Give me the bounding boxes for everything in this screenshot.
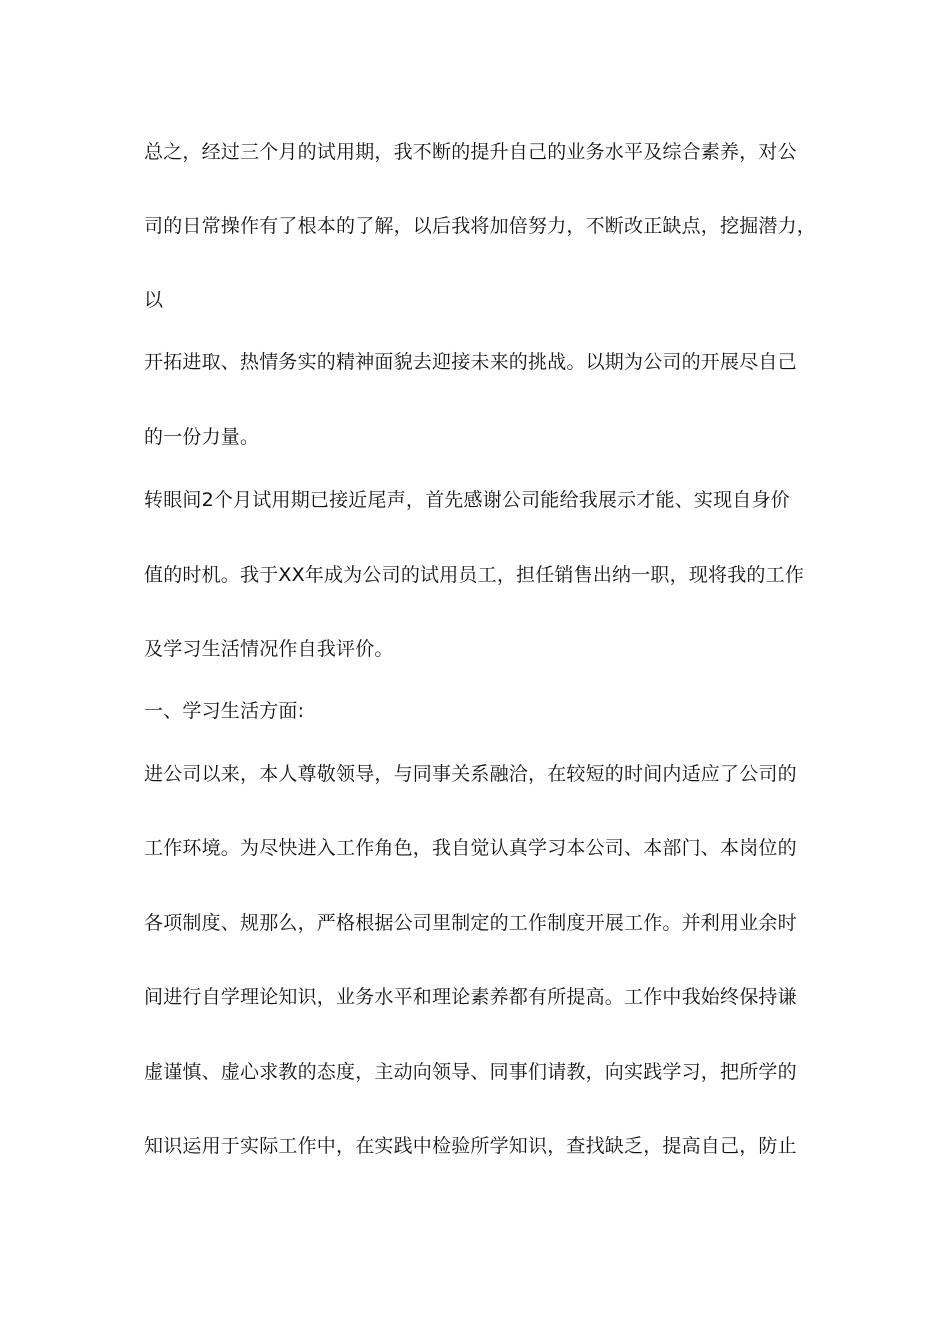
paragraph-line: 进公司以来，本人尊敬领导，与同事关系融洽，在较短的时间内适应了公司的 — [144, 763, 797, 785]
section-heading: 一、学习生活方面: — [144, 700, 305, 722]
paragraph-line: 虚谨慎、虚心求教的态度，主动向领导、同事们请教，向实践学习，把所学的 — [144, 1061, 797, 1083]
paragraph-line: 知识运用于实际工作中，在实践中检验所学知识，查找缺乏，提高自己，防止 — [144, 1135, 797, 1157]
paragraph-line: 司的日常操作有了根本的了解，以后我将加倍努力，不断改正缺点，挖掘潜力， — [144, 215, 817, 237]
paragraph-line: 开拓进取、热情务实的精神面貌去迎接未来的挑战。以期为公司的开展尽自己 — [144, 351, 797, 373]
paragraph-line: 各项制度、规那么，严格根据公司里制定的工作制度开展工作。并利用业余时 — [144, 912, 797, 934]
paragraph-line: 转眼间2个月试用期已接近尾声，首先感谢公司能给我展示才能、实现自身价 — [144, 489, 790, 511]
paragraph-line: 的一份力量。 — [144, 426, 260, 448]
paragraph-line: 以 — [144, 289, 164, 311]
paragraph-line: 工作环境。为尽快进入工作角色，我自觉认真学习本公司、本部门、本岗位的 — [144, 837, 797, 859]
paragraph-line: 值的时机。我于XX年成为公司的试用员工，担任销售出纳一职，现将我的工作 — [144, 564, 805, 586]
paragraph-line: 总之，经过三个月的试用期，我不断的提升自己的业务水平及综合素养，对公 — [144, 141, 797, 163]
paragraph-line: 及学习生活情况作自我评价。 — [144, 638, 394, 660]
paragraph-line: 间进行自学理论知识，业务水平和理论素养都有所提高。工作中我始终保持谦 — [144, 986, 797, 1008]
